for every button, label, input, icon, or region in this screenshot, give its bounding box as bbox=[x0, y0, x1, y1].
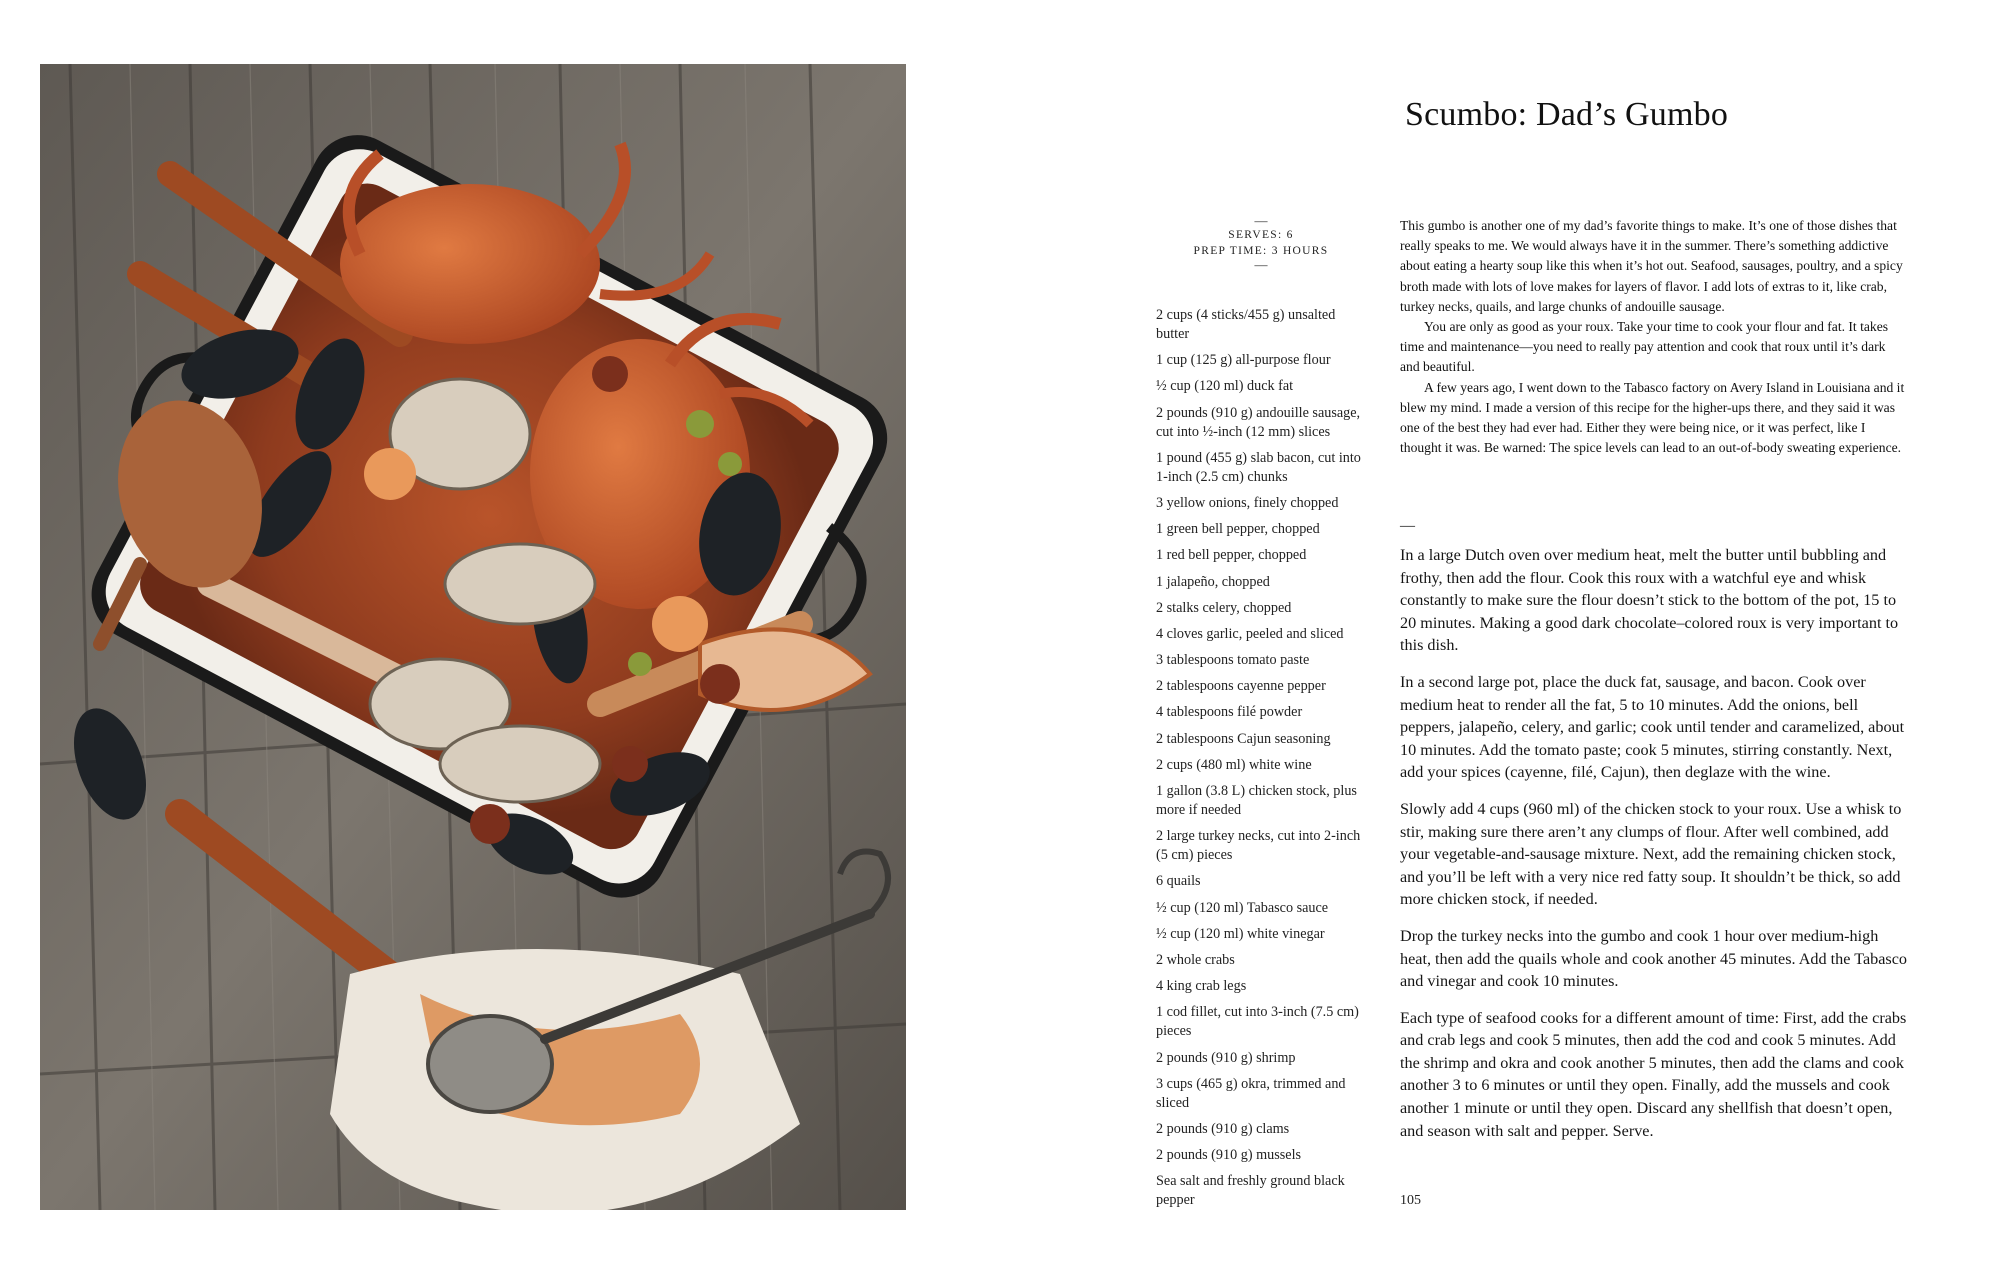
ingredient-item: ½ cup (120 ml) white vinegar bbox=[1156, 925, 1325, 942]
ingredient-item: 2 stalks celery, chopped bbox=[1156, 599, 1292, 616]
ingredient-item: 3 tablespoons tomato paste bbox=[1156, 652, 1310, 669]
ingredient-item: 1 cod fillet, cut into 3-inch (7.5 cm) pieces bbox=[1156, 1004, 1359, 1040]
recipe-meta bbox=[1156, 215, 1366, 271]
ingredient-item: 3 cups (465 g) okra, trimmed and sliced bbox=[1156, 1075, 1346, 1111]
page-number: 105 bbox=[1400, 1193, 1421, 1208]
ingredient-item: 2 pounds (910 g) shrimp bbox=[1156, 1049, 1296, 1066]
recipe-title: Scumbo: Dad’s Gumbo bbox=[1405, 96, 1729, 133]
intro-paragraph: You are only as good as your roux. Take your time to cook your flour and fat. It takes time and maintenance—you need to really pay attention and cook that roux until it’s dark and beautiful. bbox=[1400, 319, 1889, 375]
serves-label: SERVES: 6 bbox=[1228, 229, 1294, 241]
method-step: In a large Dutch oven over medium heat, melt the butter until bubbling and frothy, then add the flour. Cook this roux with a watchful eye and whisk constantly to make sure the flour doesn’t stick to the bottom of the pot, 15 to 20 minutes. Making a good dark chocolate–colored roux is very important to this dish. bbox=[1400, 546, 1899, 655]
ingredient-item: 1 jalapeño, chopped bbox=[1156, 573, 1270, 590]
ingredient-item: ½ cup (120 ml) duck fat bbox=[1156, 378, 1294, 395]
intro-paragraph: This gumbo is another one of my dad’s favorite things to make. It’s one of those dishes that really speaks to me. We would always have it in the summer. There’s something addictive about eating a hearty soup like this when it’s hot out. Seafood, sausages, poultry, and a spicy broth made with lots of love makes for layers of flavor. I add lots of extras to it, like crab, turkey necks, quails, and large chunks of andouille sausage. bbox=[1400, 218, 1903, 314]
recipe-photo bbox=[40, 64, 906, 1210]
ingredients-list bbox=[1156, 306, 1366, 1217]
ingredient-item: 2 cups (480 ml) white wine bbox=[1156, 756, 1312, 773]
prep-time-label: PREP TIME: 3 HOURS bbox=[1193, 245, 1329, 257]
ingredient-item: 4 king crab legs bbox=[1156, 978, 1247, 995]
ingredient-item: 2 cups (4 sticks/455 g) unsalted butter bbox=[1156, 307, 1336, 342]
ingredient-item: 2 pounds (910 g) andouille sausage, cut into ½-inch (12 mm) slices bbox=[1156, 404, 1361, 440]
ingredient-item: 4 tablespoons filé powder bbox=[1156, 704, 1303, 721]
ingredient-item: 2 pounds (910 g) clams bbox=[1156, 1120, 1290, 1137]
ingredient-item: 3 yellow onions, finely chopped bbox=[1156, 494, 1339, 511]
method-step: Each type of seafood cooks for a different amount of time: First, add the crabs and crab legs and cook 5 minutes, then add the cod and cook 5 minutes. Add the shrimp and okra and cook another 5 minutes, then add the clams and cook another 3 to 6 minutes or until they open. Finally, add the mussels and cook another 1 minute or until they open. Discard any shellfish that doesn’t open, and season with salt and pepper. Serve. bbox=[1400, 1008, 1907, 1140]
meta-dash-top: — bbox=[1254, 213, 1268, 228]
ingredient-item: 2 tablespoons Cajun seasoning bbox=[1156, 730, 1331, 747]
ingredient-item: Sea salt and freshly ground black pepper bbox=[1156, 1173, 1345, 1209]
ingredient-item: 2 large turkey necks, cut into 2-inch (5 cm) pieces bbox=[1156, 828, 1361, 864]
ingredient-item: 4 cloves garlic, peeled and sliced bbox=[1156, 625, 1344, 642]
ingredient-item: 2 pounds (910 g) mussels bbox=[1156, 1147, 1302, 1164]
ingredient-item: 2 whole crabs bbox=[1156, 951, 1235, 968]
meta-dash-bottom: — bbox=[1254, 257, 1268, 272]
ingredient-item: 1 gallon (3.8 L) chicken stock, plus more if needed bbox=[1156, 783, 1357, 818]
ingredient-item: 1 pound (455 g) slab bacon, cut into 1-inch (2.5 cm) chunks bbox=[1156, 449, 1361, 485]
method-step: Drop the turkey necks into the gumbo and cook 1 hour over medium-high heat, then add the quails whole and cook another 45 minutes. Add the Tabasco and vinegar and cook 10 minutes. bbox=[1400, 926, 1907, 991]
ingredient-item: 1 red bell pepper, chopped bbox=[1156, 547, 1307, 564]
ingredient-item: 1 green bell pepper, chopped bbox=[1156, 521, 1320, 538]
section-divider: — bbox=[1400, 518, 1415, 534]
ingredient-item: ½ cup (120 ml) Tabasco sauce bbox=[1156, 899, 1329, 916]
recipe-intro bbox=[1400, 216, 1908, 458]
ingredient-item: 1 cup (125 g) all-purpose flour bbox=[1156, 352, 1331, 369]
intro-paragraph: A few years ago, I went down to the Tabasco factory on Avery Island in Louisiana and it blew my mind. I made a version of this recipe for the higher-ups there, and they said it was one of the best they had ever had. Either they were being nice, or it was perfect, like I thought it was. Be warned: The spice levels can lead to an out-of-body sweating experience. bbox=[1400, 379, 1905, 456]
recipe-method bbox=[1400, 544, 1908, 1156]
method-step: Slowly add 4 cups (960 ml) of the chicken stock to your roux. Use a whisk to stir, making sure there aren’t any clumps of flour. After well combined, add your vegetable-and-sausage mixture. Next, add the remaining chicken stock, and you’ll be left with a very nice red fatty soup. It shouldn’t be thick, so add more chicken stock, if needed. bbox=[1400, 799, 1902, 909]
method-step: In a second large pot, place the duck fat, sausage, and bacon. Cook over medium heat to render all the fat, 5 to 10 minutes. Add the onions, bell peppers, jalapeño, celery, and garlic; cook until tender and caramelized, about 10 minutes. Add the tomato paste; cook 5 minutes, stirring constantly. Next, add your spices (cayenne, filé, Cajun), then deglaze with the wine. bbox=[1400, 672, 1905, 782]
ingredient-item: 2 tablespoons cayenne pepper bbox=[1156, 678, 1326, 695]
ingredient-item: 6 quails bbox=[1156, 873, 1201, 890]
gumbo-photo-illustration bbox=[40, 64, 906, 1210]
